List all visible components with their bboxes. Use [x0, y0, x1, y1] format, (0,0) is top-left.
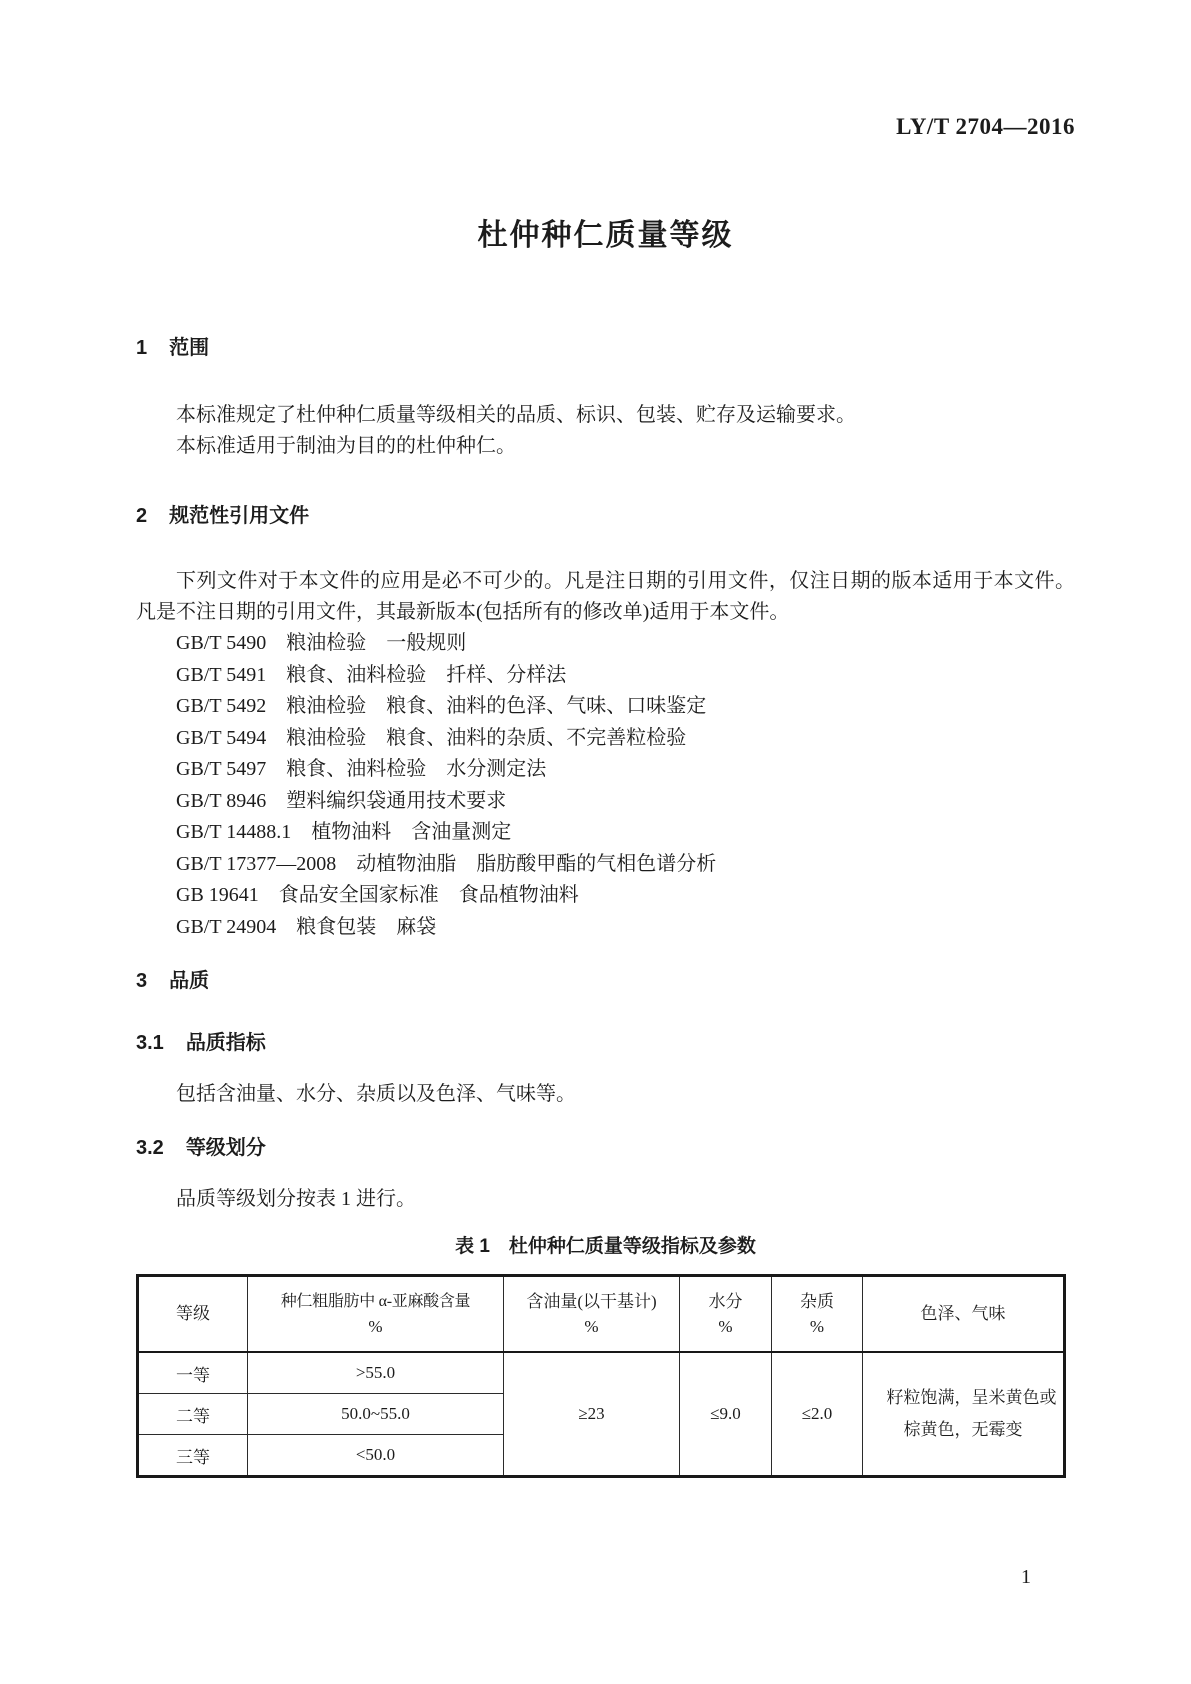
section-3-heading: [136, 967, 1075, 995]
moisture-cell: ≤9.0: [680, 1352, 772, 1477]
section-3-1-number: 3.1: [136, 1032, 164, 1054]
page-number: 1: [1021, 1566, 1031, 1588]
section-3-2-title: 等级划分: [185, 1137, 266, 1159]
col-header-impurities: [772, 1276, 863, 1353]
section-2-intro: 下列文件对于本文件的应用是必不可少的。凡是注日期的引用文件，仅注日期的版本适用于本文件。凡是不注日期的引用文件，其最新版本(包括所有的修改单)适用于本文件。: [136, 570, 1075, 623]
column-label: 等级: [176, 1304, 210, 1323]
section-3-2-paragraph: 品质等级划分按表 1 进行。: [176, 1188, 416, 1210]
column-label: 种仁粗脂肪中 α-亚麻酸含量: [280, 1293, 471, 1310]
table-row-grade-1: [138, 1352, 1065, 1394]
column-label: 含油量(以干基计): [526, 1292, 657, 1311]
section-3-number: 3: [136, 970, 148, 992]
section-2-number: 2: [136, 505, 148, 527]
normative-references-list: [136, 628, 1075, 943]
grade-table: [136, 1274, 1066, 1478]
reference-item: GB/T 8946 塑料编织袋通用技术要求: [176, 789, 507, 812]
reference-item: GB/T 14488.1 植物油料 含油量测定: [176, 821, 512, 843]
oil-content-cell: ≥23: [504, 1352, 680, 1477]
section-3-title: 品质: [169, 970, 210, 992]
doc-title: 杜仲种仁质量等级: [477, 219, 734, 252]
grade-cell: 一等: [138, 1352, 248, 1394]
reference-item: GB/T 5497 粮食、油料检验 水分测定法: [176, 758, 547, 780]
column-unit: %: [809, 1317, 825, 1336]
reference-item: GB/T 5490 粮油检验 一般规则: [176, 632, 467, 654]
column-label: 杂质: [800, 1292, 834, 1311]
section-1-number: 1: [136, 337, 148, 359]
section-1-title: 范围: [169, 337, 210, 359]
reference-item: GB/T 5491 粮食、油料检验 扦样、分样法: [176, 663, 567, 686]
section-1-heading: [136, 334, 1075, 362]
col-header-oil-content: [504, 1276, 680, 1353]
column-label: 水分: [708, 1292, 743, 1311]
section-3-1-paragraph: 包括含油量、水分、杂质以及色泽、气味等。: [176, 1083, 576, 1105]
doc-number: LY/T 2704—2016: [896, 114, 1075, 139]
color-odor-cell: [863, 1352, 1065, 1477]
reference-item: GB/T 24904 粮食包装 麻袋: [176, 915, 437, 938]
section-2-heading: [136, 502, 1075, 530]
color-odor-text: 籽粒饱满，呈米黄色或棕黄色，无霉变: [886, 1388, 1057, 1439]
col-header-color-odor: [863, 1276, 1065, 1353]
section-3-2-heading: [136, 1134, 1075, 1162]
reference-item: GB/T 5494 粮油检验 粮食、油料的杂质、不完善粒检验: [176, 726, 687, 749]
col-header-moisture: [680, 1276, 772, 1353]
column-label: 色泽、气味: [920, 1304, 1006, 1323]
section-3-2-number: 3.2: [136, 1137, 164, 1159]
column-unit: %: [584, 1317, 599, 1336]
section-1-paragraph-1: 本标准规定了杜仲种仁质量等级相关的品质、标识、包装、贮存及运输要求。: [176, 404, 856, 426]
section-1-paragraph-2: 本标准适用于制油为目的的杜仲种仁。: [176, 435, 516, 457]
section-3-1-title: 品质指标: [185, 1032, 266, 1054]
reference-item: GB 19641 食品安全国家标准 食品植物油料: [176, 884, 579, 906]
column-unit: %: [368, 1317, 383, 1336]
col-header-linolenic-acid: [248, 1276, 504, 1353]
column-unit: %: [718, 1317, 733, 1336]
reference-item: GB/T 17377—2008 动植物油脂 脂肪酸甲酯的气相色谱分析: [176, 852, 717, 875]
table-1-caption: 表 1 杜仲种仁质量等级指标及参数: [455, 1236, 756, 1257]
grade-cell: 二等: [138, 1394, 248, 1435]
table-header-row: [138, 1276, 1065, 1353]
section-2-title: 规范性引用文件: [169, 505, 310, 527]
reference-item: GB/T 5492 粮油检验 粮食、油料的色泽、气味、口味鉴定: [176, 695, 707, 717]
section-3-1-heading: [136, 1029, 1075, 1057]
grade-cell: 三等: [138, 1435, 248, 1477]
col-header-grade: [138, 1276, 248, 1353]
impurities-cell: ≤2.0: [772, 1352, 863, 1477]
linolenic-acid-cell: <50.0: [248, 1435, 504, 1477]
linolenic-acid-cell: 50.0~55.0: [248, 1394, 504, 1435]
linolenic-acid-cell: >55.0: [248, 1352, 504, 1394]
